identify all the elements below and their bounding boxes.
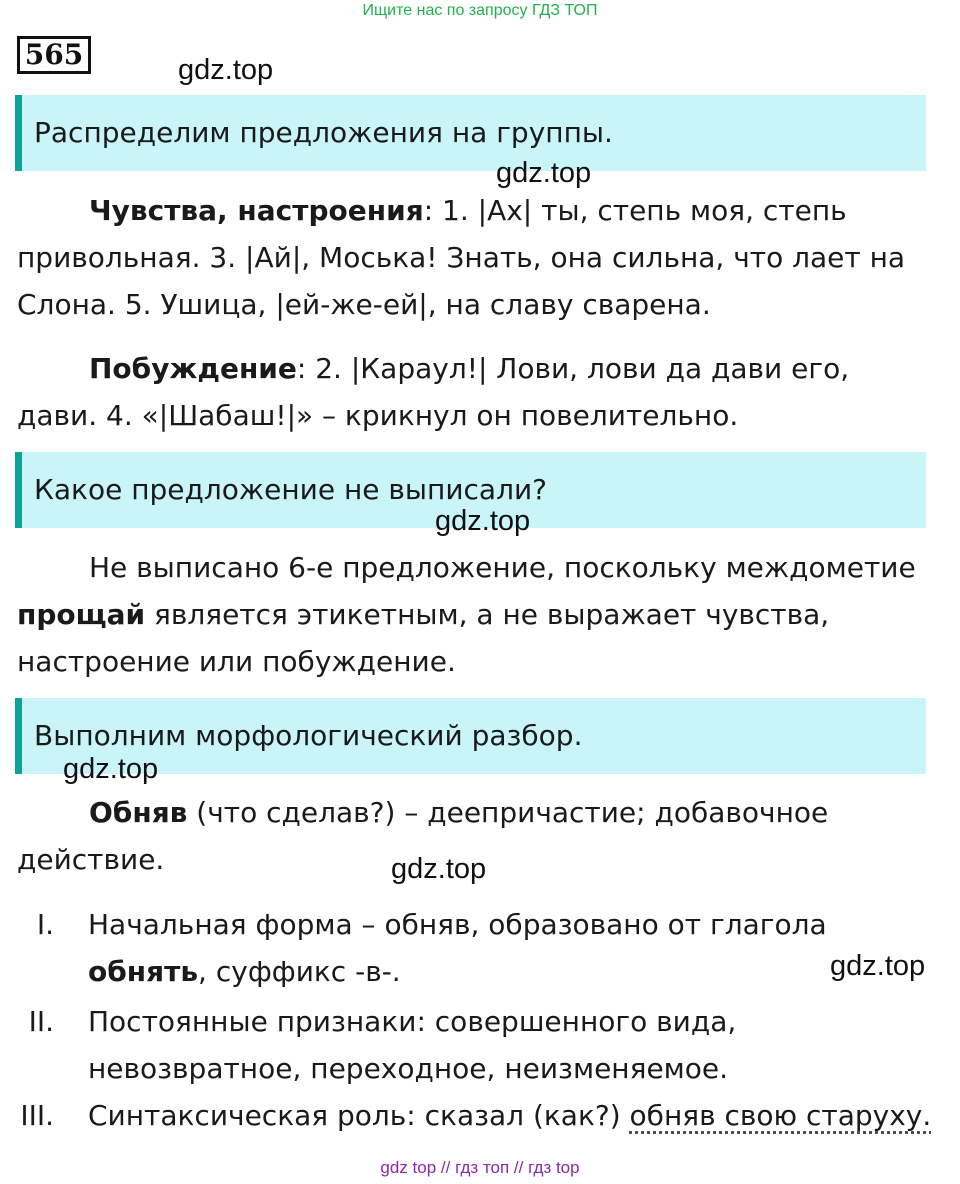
paragraph-feelings [17,187,937,328]
section-header-morphology: Выполним морфологический разбор. [15,698,926,774]
list-item-text: , суффикс -в-. [198,955,401,988]
list-item-text: Начальная форма – обняв, образовано от глагола [88,908,827,941]
watermark: gdz.top [178,54,274,86]
paragraph-answer [17,544,937,685]
watermark: gdz.top [435,505,531,537]
search-banner: Ищите нас по запросу ГДЗ ТОП [362,2,598,19]
answer-text-start: Не выписано 6-е предложение, поскольку междометие [89,551,916,584]
section-header-groups: Распределим предложения на группы. [15,95,926,171]
underlined-phrase: обняв свою старуху. [629,1099,932,1132]
feelings-examples: : 1. |Ах| ты, степь моя, степь привольная. 3. |Ай|, Моська! Знать, она сильна, что лает на Слона. 5. Ушица, |ей-же-ей|, на славу сварена. [17,194,906,321]
obnyav-definition: (что сделав?) – деепричастие; добавочное действие. [17,796,829,876]
section-header-question: Какое предложение не выписали? [15,452,926,528]
watermark: gdz.top [63,753,159,785]
watermark: gdz.top [391,853,487,885]
task-number: 565 [17,36,91,74]
term-proshchai: прощай [17,598,146,631]
term-obnyat: обнять [88,955,199,988]
watermark: gdz.top [496,157,592,189]
list-item: Постоянные признаки: совершенного вида, невозвратное, переходное, неизменяемое. [88,1005,737,1085]
motivation-examples: : 2. |Караул!| Лови, лови да дави его, дави. 4. «|Шабаш!|» – крикнул он повелительно. [17,352,850,432]
term-motivation: Побуждение [89,352,297,385]
footer-links: gdz top // гдз топ // гдз top [380,1158,580,1177]
paragraph-motivation [17,345,937,439]
list-item-text: Синтаксическая роль: сказал (как?) [88,1099,630,1132]
list-number: I. [36,908,54,941]
list-item [88,901,938,995]
answer-text-end: является этикетным, а не выражает чувства, настроение или побуждение. [17,598,830,678]
watermark: gdz.top [830,950,926,982]
list-item [88,1092,938,1139]
list-number: III. [20,1099,54,1132]
list-number: II. [28,1005,54,1038]
term-feelings: Чувства, настроения [89,194,424,227]
term-obnyav: Обняв [89,796,188,829]
